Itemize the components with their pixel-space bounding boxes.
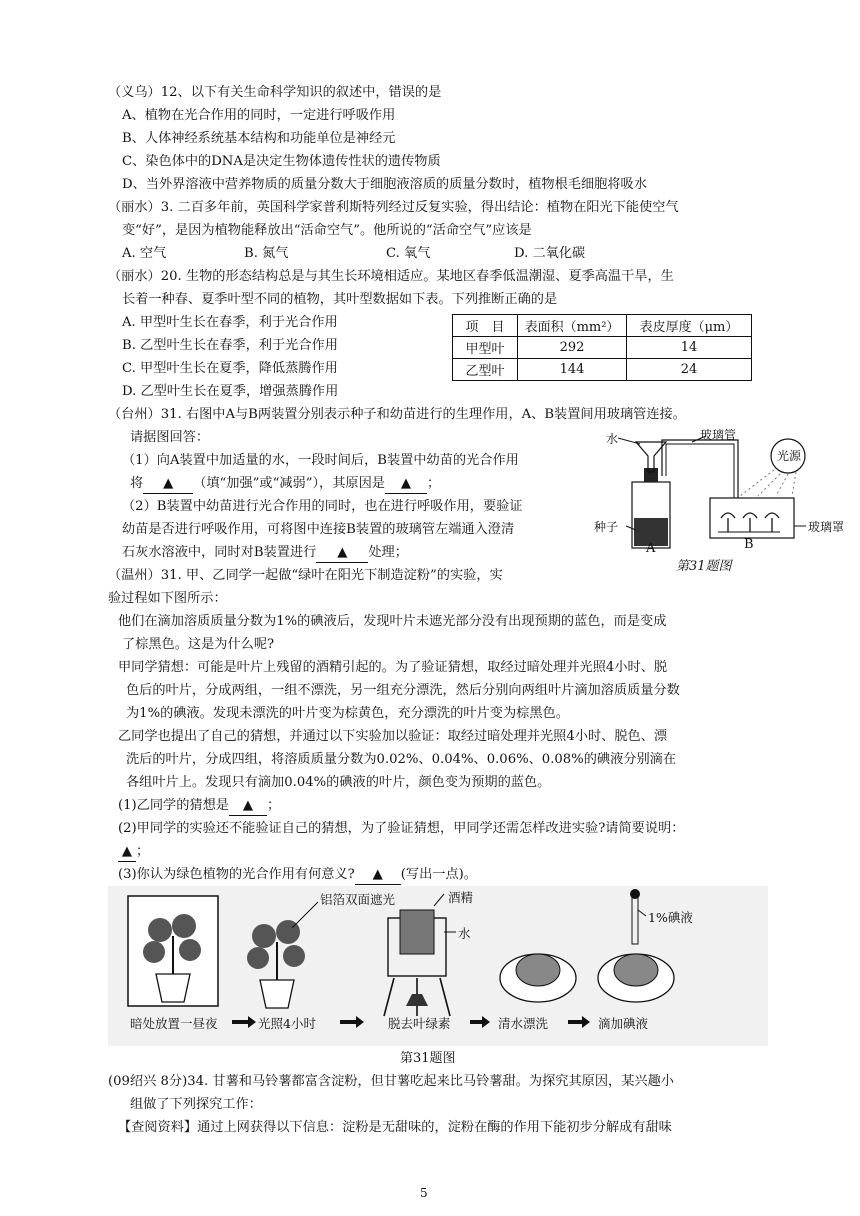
label-alcohol: 酒精 bbox=[448, 890, 474, 905]
label-light-source: 光源 bbox=[777, 449, 802, 463]
q12-option-b: B、人体神经系统基本结构和功能单位是神经元 bbox=[122, 131, 396, 146]
q31tz-p2c bbox=[122, 544, 408, 563]
q12-option-d: D、当外界溶液中营养物质的质量分数大于细胞液溶质的质量分数时，植物根毛细胞将吸水 bbox=[122, 177, 647, 192]
table-cell: 14 bbox=[627, 337, 752, 359]
iodine-dish bbox=[598, 889, 674, 1002]
label-seed: 种子 bbox=[594, 520, 619, 534]
answer-blank: ▲ bbox=[118, 843, 136, 862]
q20-line2: 长着一种春、夏季叶型不同的植物，其叶型数据如下表。下列推断正确的是 bbox=[122, 292, 558, 307]
q12-stem: （义乌）12、以下有关生命科学知识的叙述中，错误的是 bbox=[108, 85, 442, 100]
leaf-data-table bbox=[452, 314, 752, 381]
q31tz-p1b-pre: 将 bbox=[130, 476, 144, 491]
q31tz-p1b-mid: （填“加强”或“减弱”），其原因是 bbox=[193, 476, 385, 491]
answer-blank: ▲ bbox=[385, 475, 427, 494]
answer-blank: ▲ bbox=[316, 544, 368, 563]
q31tz-p2b: 幼苗是否进行呼吸作用，可将图中连接B装置的玻璃管左端通入澄清 bbox=[122, 522, 515, 537]
q31wz-line1: （温州）31. 甲、乙同学一起做“绿叶在阳光下制造淀粉”的实验，实 bbox=[108, 568, 503, 583]
q3-option-d: D. 二氧化碳 bbox=[514, 246, 586, 261]
q34-line2: 组做了下列探究工作： bbox=[130, 1097, 262, 1112]
q31tz-p1b bbox=[130, 475, 440, 494]
q31wz-para2b: 色后的叶片，分成两组，一组不漂洗，另一组充分漂洗，然后分别向两组叶片滴加溶质质量分数 bbox=[126, 683, 680, 698]
table-cell: 292 bbox=[518, 337, 627, 359]
q31tz-line2: 请据图回答： bbox=[130, 430, 210, 445]
experiment-caption: 第31题图 bbox=[400, 1051, 456, 1066]
q20-option-a: A. 甲型叶生长在春季，利于光合作用 bbox=[122, 315, 338, 330]
table-cell: 24 bbox=[627, 359, 752, 381]
table-cell: 144 bbox=[518, 359, 627, 381]
glass-tube bbox=[662, 440, 738, 498]
page-number: 5 bbox=[420, 1186, 428, 1200]
table-cell: 甲型叶 bbox=[453, 337, 518, 359]
q12-option-c: C、染色体中的DNA是决定生物体遗传性状的遗传物质 bbox=[122, 154, 441, 169]
step-decolor: 脱去叶绿素 bbox=[388, 1016, 451, 1031]
q31wz-para2c: 为1%的碘液。发现未漂洗的叶片变为棕黄色，充分漂洗的叶片变为棕黑色。 bbox=[126, 706, 569, 721]
q31wz-s3-end: (写出一点)。 bbox=[400, 867, 477, 882]
q20-option-c: C. 甲型叶生长在夏季，降低蒸腾作用 bbox=[122, 361, 338, 376]
q31wz-sub3 bbox=[118, 866, 477, 885]
light-rays bbox=[740, 470, 796, 496]
q31wz-line2: 验过程如下图所示： bbox=[108, 591, 227, 606]
label-water: 水 bbox=[458, 926, 471, 941]
q31tz-p1a: （1）向A装置中加适量的水，一段时间后，B装置中幼苗的光合作用 bbox=[122, 453, 519, 468]
chamber-b bbox=[710, 498, 794, 538]
q3-line1: （丽水）3. 二百多年前，英国科学家普利斯特列经过反复实验，得出结论：植物在阳光下能使空气 bbox=[108, 200, 679, 215]
table-header-cell: 项 目 bbox=[453, 315, 518, 337]
q31wz-para2a: 甲同学猜想：可能是叶片上残留的酒精引起的。为了验证猜想，取经过暗处理并光照4小时、脱 bbox=[118, 660, 668, 675]
q31wz-para3c: 各组叶片上。发现只有滴加0.04%的碘液的叶片，颜色变为预期的蓝色。 bbox=[126, 775, 551, 790]
step-iodine: 滴加碘液 bbox=[598, 1016, 649, 1031]
table-header-row bbox=[453, 315, 752, 337]
q31tz-p2c-end: 处理； bbox=[368, 545, 408, 560]
seedlings bbox=[721, 513, 779, 532]
table-row bbox=[453, 359, 752, 381]
q31wz-s2a: (2)甲同学的实验还不能验证自己的猜想，为了验证猜想，甲同学还需怎样改进实验?请简要说明： bbox=[118, 821, 685, 836]
q31wz-sub1 bbox=[118, 797, 280, 816]
answer-blank: ▲ bbox=[355, 866, 401, 885]
q12-option-a: A、植物在光合作用的同时，一定进行呼吸作用 bbox=[122, 108, 396, 123]
q3-option-c: C. 氧气 bbox=[386, 246, 431, 261]
table-cell: 乙型叶 bbox=[453, 359, 518, 381]
water-pointer bbox=[618, 438, 640, 444]
q31wz-s2b-end: ； bbox=[136, 844, 150, 859]
q31wz-s3-pre: (3)你认为绿色植物的光合作用有何意义? bbox=[118, 867, 355, 882]
step-light: 光照4小时 bbox=[258, 1016, 316, 1031]
table-row bbox=[453, 337, 752, 359]
alcohol-beaker bbox=[384, 894, 456, 1016]
step-rinse: 清水漂洗 bbox=[498, 1016, 549, 1031]
q31wz-sub2b bbox=[118, 843, 149, 862]
q31wz-para1b: 了棕黑色。这是为什么呢? bbox=[122, 637, 275, 652]
answer-blank: ▲ bbox=[229, 797, 267, 816]
q3-line2: 变“好”，是因为植物能释放出“活命空气”。他所说的“活命空气”应该是 bbox=[122, 223, 532, 238]
plant-dark bbox=[128, 896, 218, 1006]
q31tz-p1b-end: ； bbox=[427, 476, 441, 491]
label-iodine: 1%碘液 bbox=[648, 910, 693, 925]
label-b: B bbox=[744, 537, 754, 552]
q34-line3: 【查阅资料】通过上网获得以下信息：淀粉是无甜味的，淀粉在酶的作用下能初步分解成有甜味 bbox=[118, 1120, 672, 1135]
step-dark: 暗处放置一昼夜 bbox=[130, 1016, 218, 1031]
q31tz-p2a: （2）B装置中幼苗进行光合作用的同时，也在进行呼吸作用，要验证 bbox=[122, 499, 523, 514]
label-a: A bbox=[646, 541, 656, 556]
label-glass-cover: 玻璃罩 bbox=[808, 520, 845, 534]
q31tz-p2c-pre: 石灰水溶液中，同时对B装置进行 bbox=[122, 545, 317, 560]
experiment-figure bbox=[108, 886, 768, 1046]
q3-option-a: A. 空气 bbox=[122, 246, 167, 261]
q34-line1: (09绍兴 8分)34. 甘薯和马铃薯都富含淀粉，但甘薯吃起来比马铃薯甜。为探究其原因，某兴趣小 bbox=[108, 1074, 674, 1089]
q20-line1: （丽水）20. 生物的形态结构总是与其生长环境相适应。某地区春季低温潮湿、夏季高温干旱，生 bbox=[108, 269, 674, 284]
plant-foil bbox=[247, 902, 318, 1008]
q31wz-para3b: 洗后的叶片，分成四组，将溶质质量分数为0.02%、0.04%、0.06%、0.08%的碘液分别滴在 bbox=[126, 752, 677, 767]
rinse-dish bbox=[500, 954, 576, 1002]
q31wz-para3a: 乙同学也提出了自己的猜想，并通过以下实验加以验证：取经过暗处理并光照4小时、脱色、漂 bbox=[118, 729, 668, 744]
answer-blank: ▲ bbox=[143, 475, 193, 494]
q31wz-para1a: 他们在滴加溶质质量分数为1%的碘液后，发现叶片未遮光部分没有出现预期的蓝色，而是变成 bbox=[118, 614, 667, 629]
label-foil: 铝箔双面遮光 bbox=[320, 892, 396, 907]
glass-tube-inner bbox=[666, 444, 734, 498]
apparatus-caption: 第31题图 bbox=[676, 559, 732, 574]
q3-option-b: B. 氮气 bbox=[244, 246, 289, 261]
label-water: 水 bbox=[606, 432, 619, 446]
q20-option-b: B. 乙型叶生长在春季，利于光合作用 bbox=[122, 338, 338, 353]
label-glass-tube: 玻璃管 bbox=[700, 428, 737, 442]
bottle-a bbox=[632, 468, 670, 548]
table-header-cell: 表皮厚度（μm） bbox=[627, 315, 752, 337]
table-header-cell: 表面积（mm²） bbox=[518, 315, 627, 337]
q31tz-line1: （台州）31. 右图中A与B两装置分别表示种子和幼苗进行的生理作用，A、B装置间用玻璃管连接。 bbox=[108, 407, 686, 422]
q31wz-s1-end: ； bbox=[267, 798, 281, 813]
q20-option-d: D. 乙型叶生长在夏季，增强蒸腾作用 bbox=[122, 384, 339, 399]
q31wz-s1-pre: (1)乙同学的猜想是 bbox=[118, 798, 229, 813]
